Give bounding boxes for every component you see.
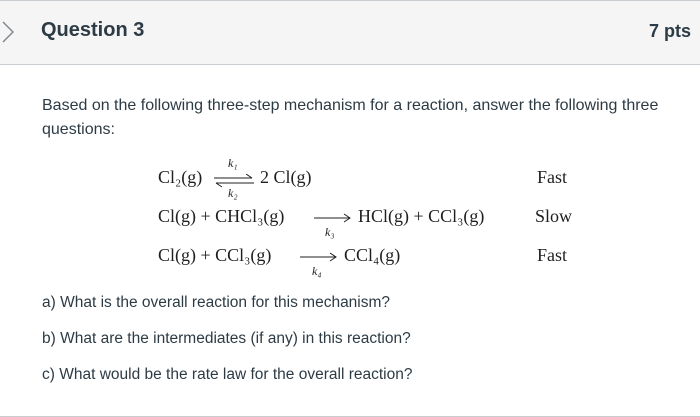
- question-intro: Based on the following three-step mechanism for a reaction, answer the following three questions:: [42, 97, 659, 138]
- step-2-k: k₃: [325, 225, 335, 239]
- step-1-k-forward: k₁: [228, 156, 238, 170]
- step-3-rate: Fast: [537, 245, 568, 265]
- collapse-chevron-icon[interactable]: [1, 19, 19, 45]
- step-2-left: Cl(g) + CHCl₃(g): [158, 206, 285, 226]
- forward-arrow-icon: [298, 251, 340, 263]
- step-2-rate: Slow: [535, 206, 573, 226]
- step-1-right: 2 Cl(g): [260, 167, 312, 187]
- step-3-left: Cl(g) + CCl₃(g): [158, 245, 272, 265]
- sub-question-b: b) What are the intermediates (if any) in this reaction?: [42, 330, 411, 347]
- sub-question-a: a) What is the overall reaction for this mechanism?: [42, 294, 391, 311]
- question-header: [0, 1, 700, 65]
- sub-question-list: [42, 292, 412, 400]
- step-1-rate: Fast: [537, 167, 568, 187]
- question-points: 7 pts: [648, 21, 691, 41]
- step-3-right: CCl₄(g): [344, 245, 401, 265]
- question-title: Question 3: [41, 19, 145, 41]
- step-1-left: Cl₂(g): [158, 167, 203, 187]
- sub-question-c: c) What would be the rate law for the overall reaction?: [42, 366, 413, 383]
- step-3-k: k₄: [312, 264, 322, 278]
- step-2-right: HCl(g) + CCl₃(g): [358, 206, 485, 226]
- step-1-k-reverse: k₂: [228, 186, 238, 200]
- forward-arrow-icon: [312, 212, 354, 224]
- mechanism-block: [0, 150, 700, 280]
